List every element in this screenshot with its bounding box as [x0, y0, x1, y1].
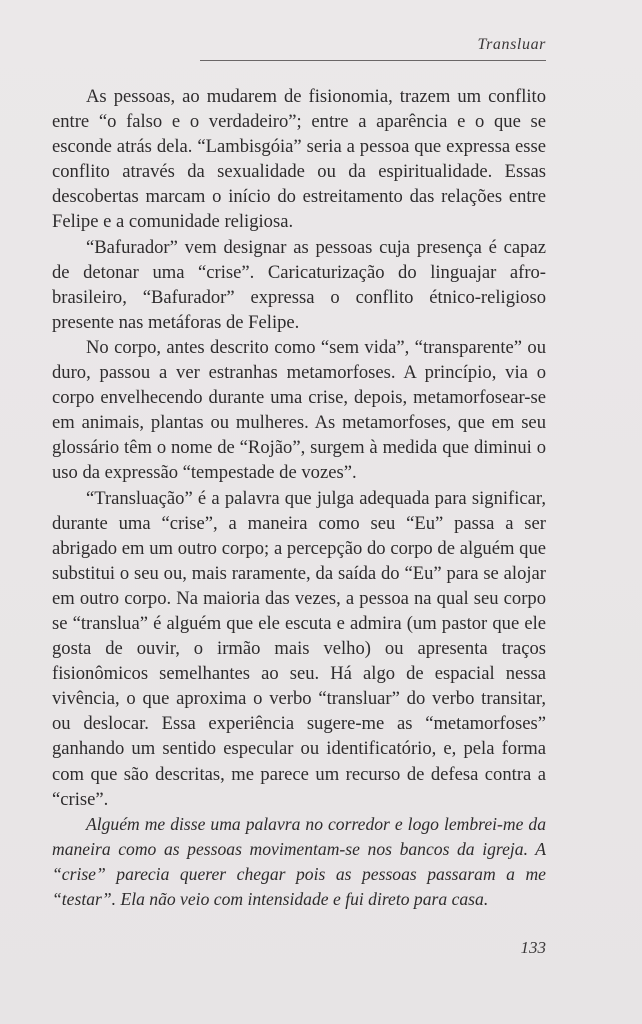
body-text — [52, 84, 546, 912]
running-head — [200, 32, 546, 61]
running-head-title: Transluar — [477, 36, 546, 53]
paragraph-bafurador: “Bafurador” vem designar as pessoas cuja presença é capaz de detonar uma “crise”. Caricaturização do linguajar afro-brasileiro, “Bafurador” expressa o conflito étnico-religioso presente nas metáforas de Felipe. — [52, 236, 546, 333]
paragraph-transluacao: “Transluação” é a palavra que julga adequada para significar, durante uma “crise”, a maneira como seu “Eu” passa a ser abrigado em um outro corpo; a percepção do corpo de alguém que substitui o seu ou, mais raramente, da saída do “Eu” para se alojar em outro corpo. Na maioria das vezes, a pessoa na qual seu corpo se “translua” é alguém que ele escuta e admira (um pastor que ele gosta de ouvir, o irmão mais velho) ou apresenta traços fisionômicos semelhantes ao seu. Há algo de espacial nessa vivência, o que aproxima o verbo “transluar” do verbo transitar, ou deslocar. Essa experiência sugere-me as “metamorfoses” ganhando um sentido especular ou identificatório, e, pela forma com que são descritas, me parece um recurso de defesa contra a “crise”. — [52, 487, 546, 810]
quoted-testimony: Alguém me disse uma palavra no corredor e logo lembrei-me da maneira como as pessoas movimentam-se nos bancos da igreja. A “crise” parecia querer chegar pois as pessoas passaram a me “testar”. Ela não veio com intensidade e fui direto para casa. — [52, 813, 546, 909]
paragraph-fisionomia: As pessoas, ao mudarem de fisionomia, trazem um conflito entre “o falso e o verdadeiro”; entre a aparência e o que se esconde atrás dela. “Lambisgóia” seria a pessoa que expressa esse conflito através da sexualidade ou da espiritualidade. Essas descobertas marcam o início do estreitamento das relações entre Felipe e a comunidade religiosa. — [52, 86, 546, 233]
paragraph-metamorfoses: No corpo, antes descrito como “sem vida”, “transparente” ou duro, passou a ver estranhas metamorfoses. A princípio, via o corpo envelhecendo durante uma crise, depois, metamorfosear-se em animais, plantas ou mulheres. As metamorfoses, que em seu glossário têm o nome de “Rojão”, surgem à medida que diminui o uso da expressão “tempestade de vozes”. — [52, 336, 546, 484]
page-number: 133 — [520, 938, 546, 957]
